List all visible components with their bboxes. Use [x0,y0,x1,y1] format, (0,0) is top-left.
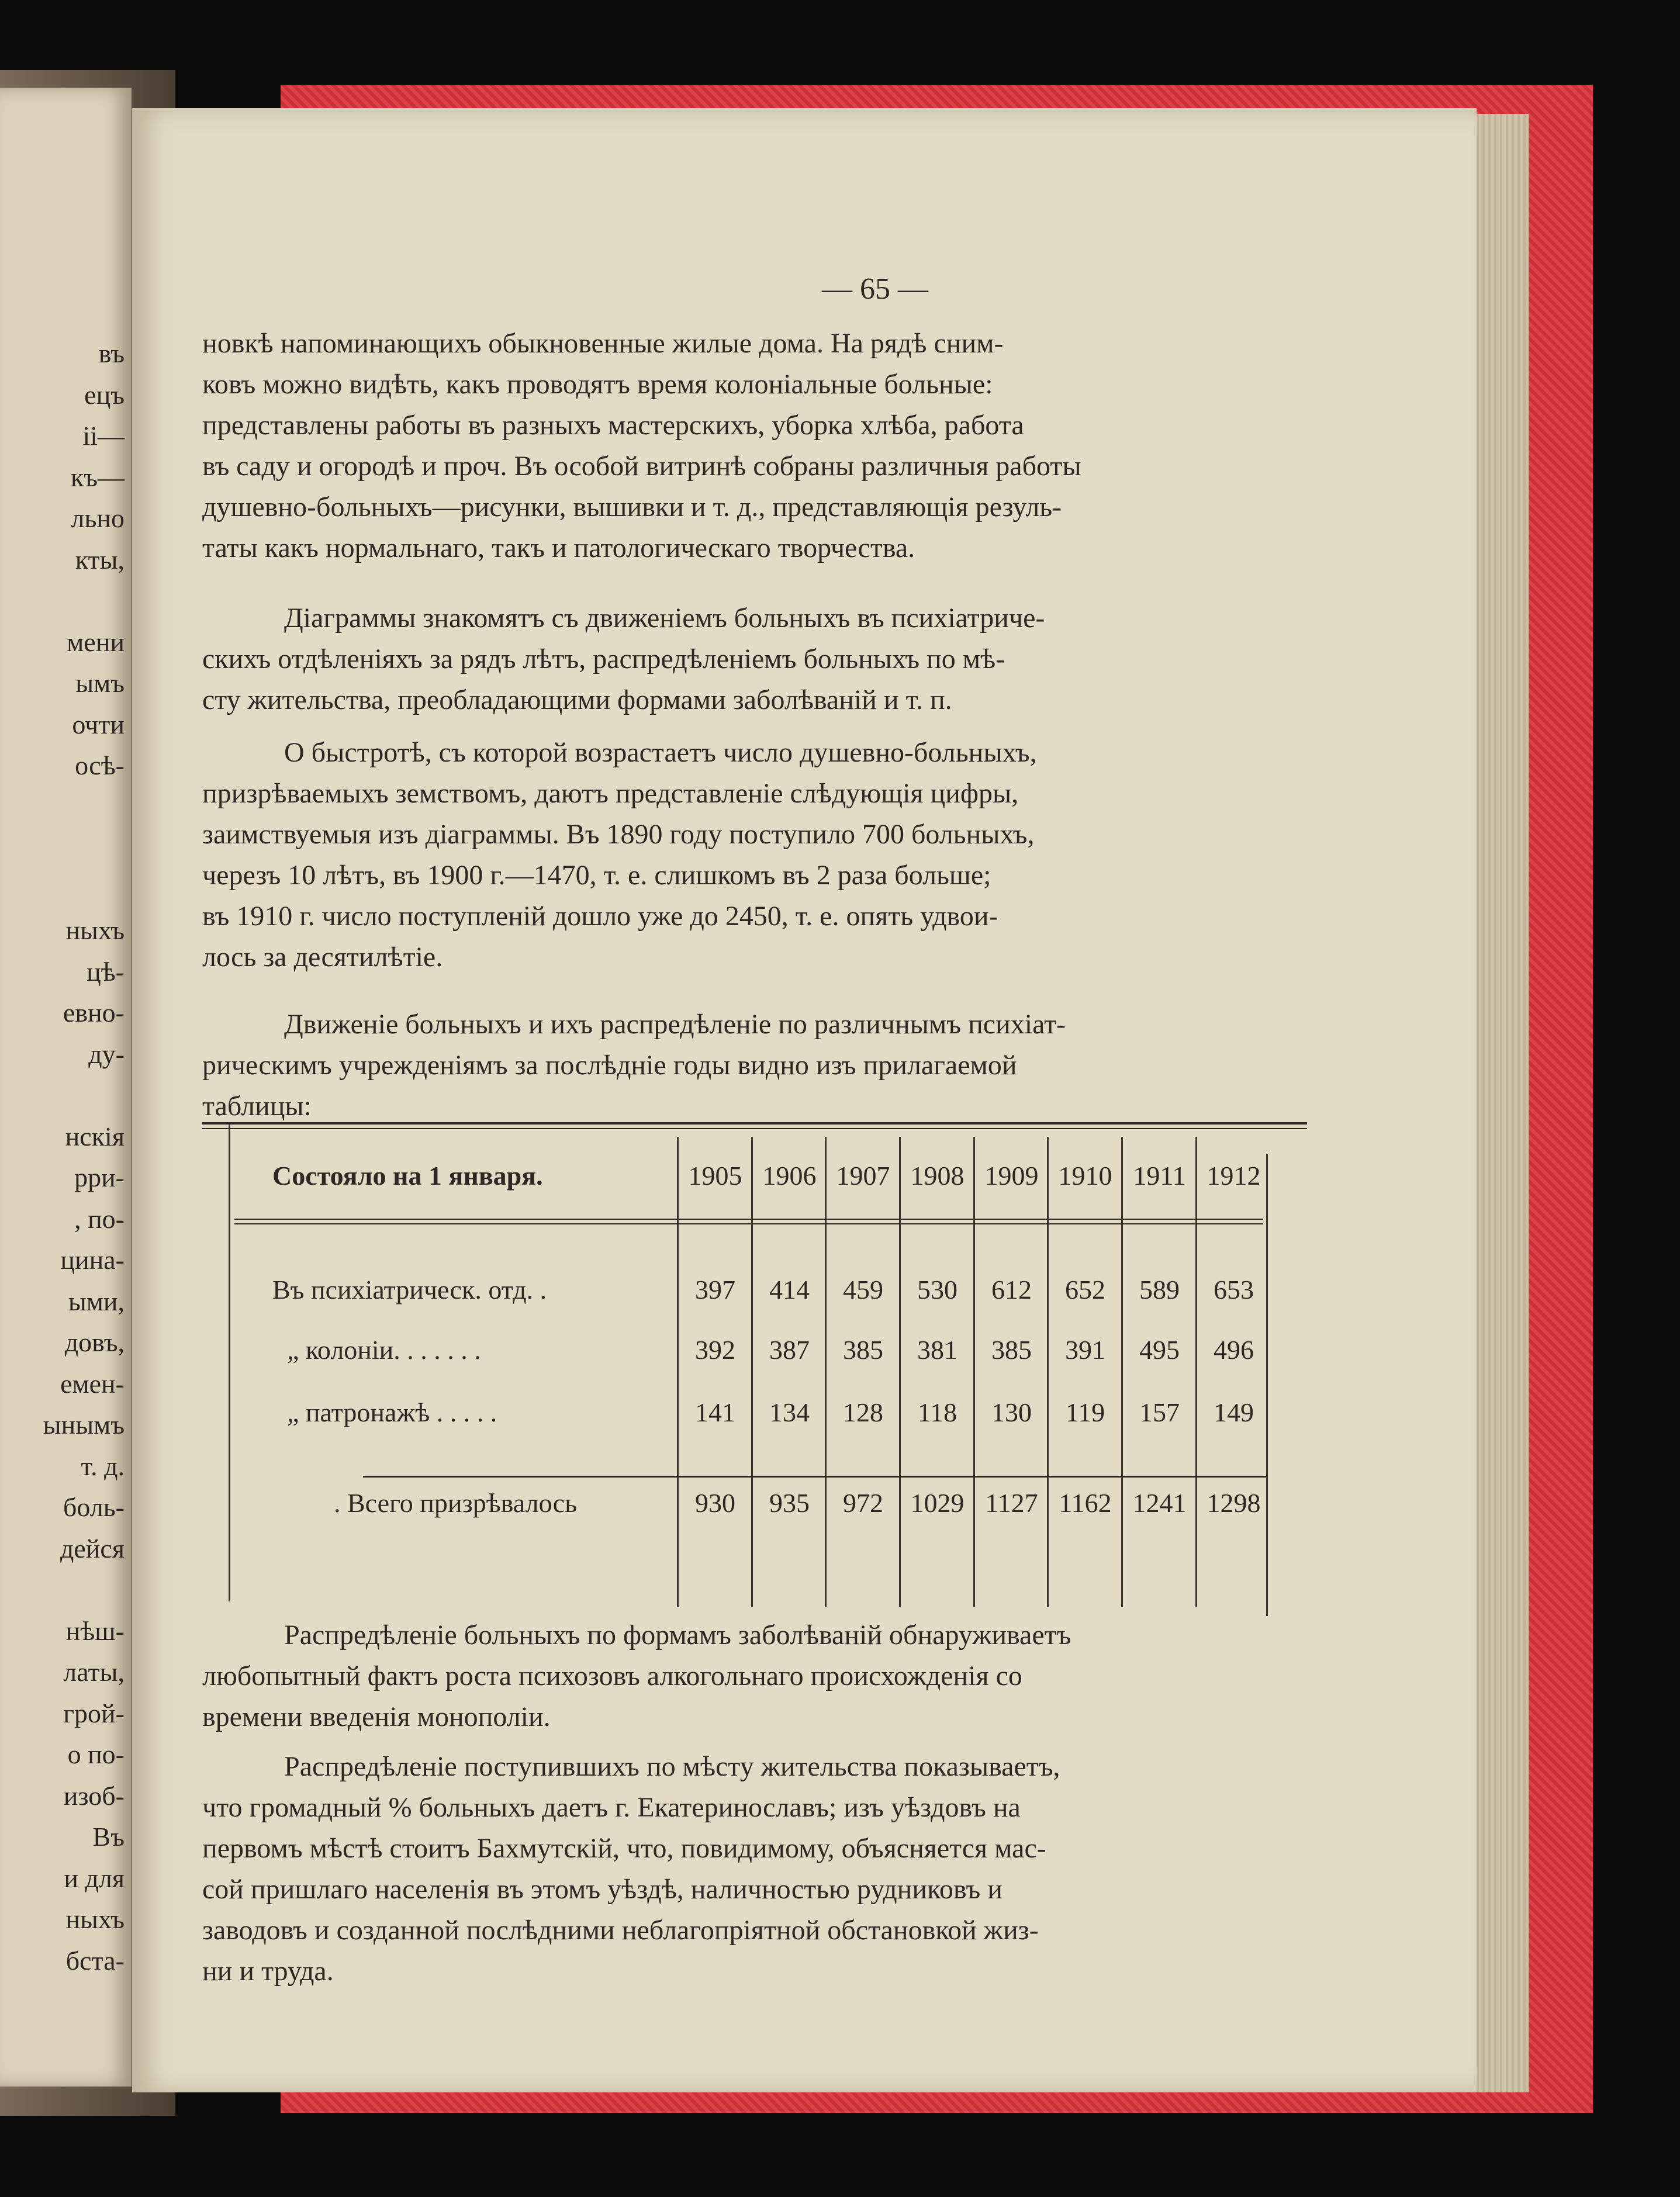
table-top-rule [202,1122,1307,1125]
table-cell: 128 [843,1397,883,1427]
left-page-line: боль- [63,1492,125,1522]
para4-line: Движеніе больныхъ и ихъ распредѣленіе по различнымъ психіат- [284,1009,1066,1040]
para4-line: таблицы: [202,1091,312,1122]
table-cell: 414 [769,1275,810,1305]
left-page-line: льно [71,503,125,533]
para1-line: новкѣ напоминающихъ обыкновенные жилые дома. На рядѣ сним- [202,328,1004,359]
column-divider [1047,1137,1049,1607]
year-header: 1910 [1058,1161,1112,1191]
left-page-line: ыми, [68,1286,125,1316]
table-cell: 392 [695,1335,735,1365]
table-cell: 130 [991,1397,1032,1427]
total-cell: 1162 [1059,1488,1112,1518]
total-cell: 930 [695,1488,735,1518]
left-page-line: довъ, [64,1327,125,1357]
table-cell: 391 [1065,1335,1105,1365]
left-page-line: о по- [67,1739,125,1769]
table-cell: 387 [769,1335,810,1365]
left-page-line: ныхъ [65,915,125,945]
row-label: „ колоніи. . . . . . . [287,1335,481,1365]
column-divider [677,1137,679,1607]
left-page [0,88,132,2087]
left-page-line: емен- [60,1368,125,1399]
left-page-line: іі— [82,421,125,451]
left-page-line: рри- [74,1162,125,1192]
para6-line: Распредѣленіе поступившихъ по мѣсту жительства показываетъ, [284,1751,1060,1782]
para4-line: рическимъ учрежденіямъ за послѣдніе годы видно изъ прилагаемой [202,1050,1017,1081]
left-page-line [2,1075,125,1116]
para6-line: ни и труда. [202,1956,334,1987]
table-cell: 652 [1065,1275,1105,1305]
header-rule [234,1219,1263,1220]
table-cell: 612 [991,1275,1032,1305]
left-page-line: ымъ [75,668,125,698]
row-label: „ патронажѣ . . . . . [287,1397,497,1427]
left-page-line [2,828,125,869]
table-cell: 397 [695,1275,735,1305]
column-divider [973,1137,975,1607]
year-header: 1912 [1207,1161,1261,1191]
table-cell: 134 [769,1397,810,1427]
para6-line: первомъ мѣстѣ стоитъ Бахмутскій, что, повидимому, объясняется мас- [202,1833,1046,1864]
left-page-line: мени [67,627,125,657]
para5-line: времени введенія монополіи. [202,1701,551,1732]
para2-line: сту жительства, преобладающими формами заболѣваній и т. п. [202,684,952,715]
year-header: 1909 [984,1161,1039,1191]
left-page-line [2,787,125,828]
table-right-border [1266,1154,1268,1616]
total-cell: 935 [769,1488,810,1518]
page-number: — 65 — [822,272,928,306]
para6-line: что громадный % больныхъ даетъ г. Екатеринославъ; изъ уѣздовъ на [202,1792,1021,1823]
total-rule [363,1476,1266,1478]
year-header: 1907 [836,1161,890,1191]
year-header: 1908 [910,1161,965,1191]
column-divider [825,1137,827,1607]
year-header: 1906 [762,1161,817,1191]
para6-line: заводовъ и созданной послѣдними неблагопріятной обстановкой жиз- [202,1915,1039,1946]
left-page-line: ецъ [84,379,125,410]
left-page-line: изоб- [63,1780,125,1811]
para1-line: ковъ можно видѣть, какъ проводятъ время колоніальные больные: [202,369,993,400]
left-page-line: ынымъ [43,1410,125,1440]
left-page-line: ныхъ [65,1904,125,1934]
para3-line: О быстротѣ, съ которой возрастаетъ число душевно-больныхъ, [284,737,1037,768]
left-page-line [2,1569,125,1611]
table-cell: 496 [1214,1335,1254,1365]
left-page-line: дейся [60,1533,125,1563]
left-page-line: бста- [65,1945,125,1975]
year-header: 1911 [1133,1161,1186,1191]
total-cell: 1127 [985,1488,1038,1518]
left-page-line: ду- [88,1039,125,1069]
para2-line: скихъ отдѣленіяхъ за рядъ лѣтъ, распредѣленіемъ больныхъ по мѣ- [202,643,1005,674]
para2-line: Діаграммы знакомятъ съ движеніемъ больныхъ въ психіатриче- [284,603,1045,634]
para5-line: Распредѣленіе больныхъ по формамъ заболѣваній обнаруживаетъ [284,1620,1071,1651]
total-label: . Всего призрѣвалось [334,1488,578,1518]
para1-line: таты какъ нормальнаго, такъ и патологическаго творчества. [202,532,915,563]
left-page-line: и для [64,1863,125,1893]
left-page-line: цѣ- [87,956,125,987]
left-page-line: къ— [70,462,125,492]
column-divider [899,1137,901,1607]
right-page [132,108,1477,2092]
table-cell: 589 [1139,1275,1180,1305]
para3-line: заимствуемыя изъ діаграммы. Въ 1890 году поступило 700 больныхъ, [202,819,1035,850]
table-cell: 149 [1214,1397,1254,1427]
table-cell: 385 [843,1335,883,1365]
column-divider [1121,1137,1123,1607]
left-page-line: латы, [63,1657,125,1687]
table-left-border [229,1122,230,1601]
left-page-line: евно- [63,998,125,1027]
left-page-line: осѣ- [75,750,125,780]
left-page-line: нѣш- [65,1615,125,1646]
column-divider [1195,1137,1197,1607]
left-page-line [2,580,125,622]
total-cell: 1241 [1132,1488,1187,1518]
table-cell: 653 [1214,1275,1254,1305]
row-label: Въ психіатрическ. отд. . [272,1275,547,1305]
left-page-line: нскія [65,1121,125,1151]
year-header: 1905 [688,1161,742,1191]
para3-line: черезъ 10 лѣтъ, въ 1900 г.—1470, т. е. слишкомъ въ 2 раза больше; [202,860,991,891]
table-cell: 157 [1139,1397,1180,1427]
left-page-line: цина- [60,1245,125,1275]
table-cell: 385 [991,1335,1032,1365]
left-page-line: т. д. [81,1451,125,1481]
para1-line: душевно-больныхъ—рисунки, вышивки и т. д., представляющія резуль- [202,492,1062,523]
total-cell: 1029 [910,1488,965,1518]
para3-line: лось за десятилѣтіе. [202,942,443,973]
para1-line: въ саду и огородѣ и проч. Въ особой витринѣ собраны различныя работы [202,451,1081,482]
para1-line: представлены работы въ разныхъ мастерскихъ, уборка хлѣба, работа [202,410,1024,441]
left-page-line: кты, [75,544,125,575]
total-cell: 1298 [1207,1488,1261,1518]
total-cell: 972 [843,1488,883,1518]
table-cell: 381 [917,1335,957,1365]
table-cell: 118 [917,1397,957,1427]
table-cell: 459 [843,1275,883,1305]
left-page-line: въ [98,338,125,368]
table-header-label: Состояло на 1 января. [272,1161,543,1191]
left-page-line: очти [72,709,125,739]
para5-line: любопытный фактъ роста психозовъ алкогольнаго происхожденія со [202,1660,1022,1691]
left-page-line: грой- [63,1698,125,1728]
table-cell: 530 [917,1275,957,1305]
para6-line: сой пришлаго населенія въ этомъ уѣздѣ, наличностью рудниковъ и [202,1874,1003,1905]
left-page-line [2,869,125,911]
column-divider [751,1137,753,1607]
table-cell: 495 [1139,1335,1180,1365]
left-page-text [2,333,125,1981]
left-page-line: , по- [74,1203,125,1234]
header-rule-2 [234,1223,1263,1224]
para3-line: въ 1910 г. число поступленій дошло уже до 2450, т. е. опять удвои- [202,901,998,932]
table-top-rule-2 [202,1128,1307,1129]
para3-line: призрѣваемыхъ земствомъ, даютъ представленіе слѣдующія цифры, [202,778,1019,809]
table-cell: 141 [695,1397,735,1427]
left-page-line: Въ [92,1822,125,1852]
table-cell: 119 [1065,1397,1105,1427]
